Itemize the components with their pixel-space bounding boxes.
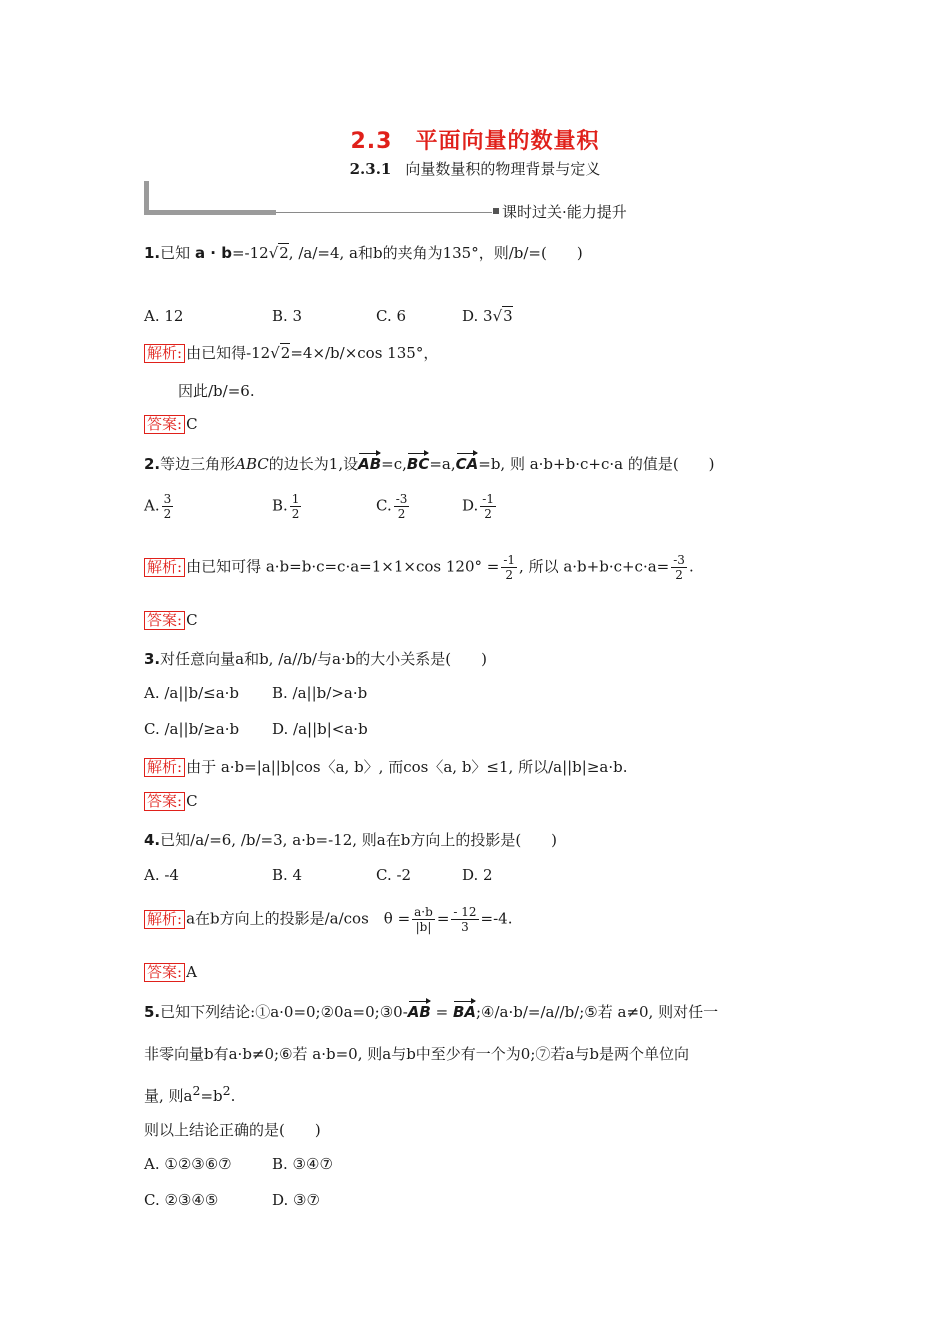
vector-ca: CA — [456, 451, 479, 473]
explanation-text: = — [436, 909, 450, 928]
fraction — [501, 553, 517, 582]
answer-value: C — [186, 415, 198, 433]
question-text: ;④/a·b/=/a//b/;⑤若 a≠0, 则对任一 — [475, 1003, 719, 1021]
explanation-2 — [144, 553, 694, 582]
option-c: C. /a||b/≥a·b — [144, 720, 240, 738]
option-b: B. 3 — [272, 307, 303, 325]
banner-label: 课时过关·能力提升 — [502, 203, 627, 221]
vector-ab: AB — [408, 999, 431, 1021]
answer-4 — [144, 963, 197, 982]
option-a: A. -4 — [144, 866, 179, 884]
fraction-denominator: 2 — [484, 507, 492, 521]
question-5 — [144, 999, 718, 1022]
question-text: 对任意向量a和b, /a//b/与a·b的大小关系是( ) — [160, 650, 488, 668]
option-label: D. — [462, 496, 479, 515]
vector-bc: BC — [407, 451, 429, 473]
explanation-text: =-4. — [480, 909, 513, 928]
answer-tag: 答案: — [144, 611, 185, 630]
question-3 — [144, 648, 487, 669]
explanation-4 — [144, 905, 512, 934]
question-text: 已知 — [160, 244, 191, 262]
fraction-numerator: 3 — [163, 492, 172, 506]
triangle-name: ABC — [235, 455, 269, 473]
math-a-dot-b: a · b — [194, 244, 232, 262]
option-d: D. /a||b|<a·b — [272, 720, 368, 738]
fraction-denominator: 3 — [461, 920, 469, 934]
option-c: C. 6 — [376, 307, 407, 325]
fraction-denominator: 2 — [675, 568, 683, 582]
fraction-numerator: -3 — [673, 553, 685, 567]
explanation-tag: 解析: — [144, 344, 185, 363]
section-title: 2.3 平面向量的数量积 — [350, 129, 600, 154]
option-c — [376, 492, 411, 521]
option-a — [144, 492, 175, 521]
fraction — [394, 492, 410, 521]
question-number: 2. — [144, 455, 161, 473]
fraction-numerator: a·b — [414, 905, 433, 919]
explanation-3 — [144, 756, 628, 777]
explanation-tag: 解析: — [144, 558, 185, 577]
sqrt-radicand: 3 — [503, 307, 513, 325]
question-text: , /a/=4, a和b的夹角为135°，则/b/=( ) — [288, 244, 583, 262]
sqrt-radicand: 2 — [280, 344, 291, 362]
banner-square-icon — [493, 208, 499, 214]
subsection-text: 向量数量积的物理背景与定义 — [405, 160, 601, 178]
fraction — [480, 492, 496, 521]
fraction — [162, 492, 174, 521]
answer-value: C — [186, 611, 198, 629]
option-b: B. /a||b/>a·b — [272, 684, 368, 702]
sqrt-icon: √ — [492, 307, 503, 325]
question-number: 5. — [144, 1003, 161, 1021]
fraction-numerator: 1 — [291, 492, 300, 506]
subsection-title — [0, 158, 950, 179]
fraction-denominator: 2 — [291, 507, 300, 521]
answer-3 — [144, 792, 198, 811]
option-d — [462, 492, 498, 521]
fraction — [290, 492, 302, 521]
question-number: 3. — [144, 650, 161, 668]
answer-tag: 答案: — [144, 792, 185, 811]
fraction-numerator: -1 — [503, 553, 516, 567]
option-d: D. ③⑦ — [272, 1191, 320, 1209]
explanation-text: =4×/b/×cos 135°， — [290, 344, 439, 362]
option-label: B. — [272, 496, 288, 515]
question-number: 1. — [144, 244, 161, 262]
superscript: 2 — [222, 1083, 231, 1098]
question-text: 的边长为1,设 — [268, 455, 359, 473]
explanation-text: 由已知得-12 — [186, 344, 271, 362]
question-text: . — [230, 1087, 236, 1105]
question-2 — [144, 451, 715, 474]
explanation-text: , 所以 a·b+b·c+c·a= — [519, 557, 670, 576]
question-text: =b, 则 a·b+b·c+c·a 的值是( ) — [478, 455, 715, 473]
option-a: A. /a||b/≤a·b — [144, 684, 240, 702]
fraction-numerator: -3 — [395, 492, 408, 506]
sqrt-icon: √ — [270, 344, 280, 362]
option-c: C. -2 — [376, 866, 412, 884]
option-b: B. 4 — [272, 866, 303, 884]
question-text: =a, — [429, 455, 456, 473]
question-number: 4. — [144, 831, 161, 849]
fraction — [671, 553, 687, 582]
vector-ab: AB — [358, 451, 381, 473]
question-5-line3 — [144, 1083, 235, 1106]
fraction-denominator: 2 — [163, 507, 172, 521]
explanation-text: 由已知可得 a·b=b·c=c·a=1×1×cos 120° = — [186, 557, 500, 576]
fraction-denominator: 2 — [505, 568, 513, 582]
answer-tag: 答案: — [144, 415, 185, 434]
question-4 — [144, 829, 557, 850]
explanation-tag: 解析: — [144, 910, 185, 929]
explanation-text: a在b方向上的投影是/a/cos θ = — [186, 909, 411, 928]
option-c: C. ②③④⑤ — [144, 1191, 219, 1209]
subsection-number: 2.3.1 — [349, 160, 392, 178]
fraction-denominator: 2 — [397, 507, 406, 521]
question-1 — [144, 242, 583, 263]
banner-rule — [276, 212, 492, 213]
answer-value: A — [186, 963, 197, 981]
question-text: 等边三角形 — [160, 455, 236, 473]
option-label: C. — [376, 496, 392, 515]
answer-tag: 答案: — [144, 963, 185, 982]
explanation-1-line2: 因此/b/=6. — [178, 382, 255, 400]
question-5-line4: 则以上结论正确的是( ) — [144, 1121, 321, 1139]
answer-value: C — [186, 792, 198, 810]
question-text: =-12 — [231, 244, 269, 262]
option-a: A. ①②③⑥⑦ — [144, 1155, 232, 1173]
option-a: A. 12 — [144, 307, 184, 325]
fraction-denominator: |b| — [415, 920, 432, 934]
option-b: B. ③④⑦ — [272, 1155, 333, 1173]
answer-2 — [144, 611, 198, 630]
option-b — [272, 492, 303, 521]
question-text: 已知/a/=6, /b/=3, a·b=-12, 则a在b方向上的投影是( ) — [160, 831, 558, 849]
fraction-numerator: -1 — [482, 492, 494, 506]
question-text: = — [430, 1003, 453, 1021]
question-text: 量, 则a — [144, 1087, 193, 1105]
explanation-text: . — [688, 557, 694, 576]
vector-ba: BA — [453, 999, 476, 1021]
answer-1 — [144, 415, 198, 434]
option-d: D. 2 — [462, 866, 493, 884]
option-text: D. 3 — [462, 307, 493, 325]
question-text: =c, — [381, 455, 407, 473]
explanation-1 — [144, 342, 438, 363]
question-text: =b — [200, 1087, 223, 1105]
fraction — [451, 905, 478, 934]
banner-bracket-horizontal — [144, 210, 276, 215]
sqrt-icon: √ — [268, 244, 279, 262]
explanation-tag: 解析: — [144, 758, 185, 777]
sqrt-radicand: 2 — [279, 244, 289, 262]
option-label: A. — [144, 496, 160, 515]
fraction-numerator: - 12 — [453, 905, 477, 919]
option-d — [462, 307, 513, 325]
fraction — [412, 905, 435, 934]
question-5-line2: 非零向量b有a·b≠0;⑥若 a·b=0, 则a与b中至少有一个为0;⑦若a与b是两个单位向 — [144, 1045, 689, 1063]
question-text: 已知下列结论:①a·0=0;②0a=0;③0- — [160, 1003, 408, 1021]
superscript: 2 — [192, 1083, 201, 1098]
explanation-text: 由于 a·b=|a||b|cos〈a, b〉, 而cos〈a, b〉≤1, 所以/a||b|≥a·b. — [186, 758, 628, 776]
